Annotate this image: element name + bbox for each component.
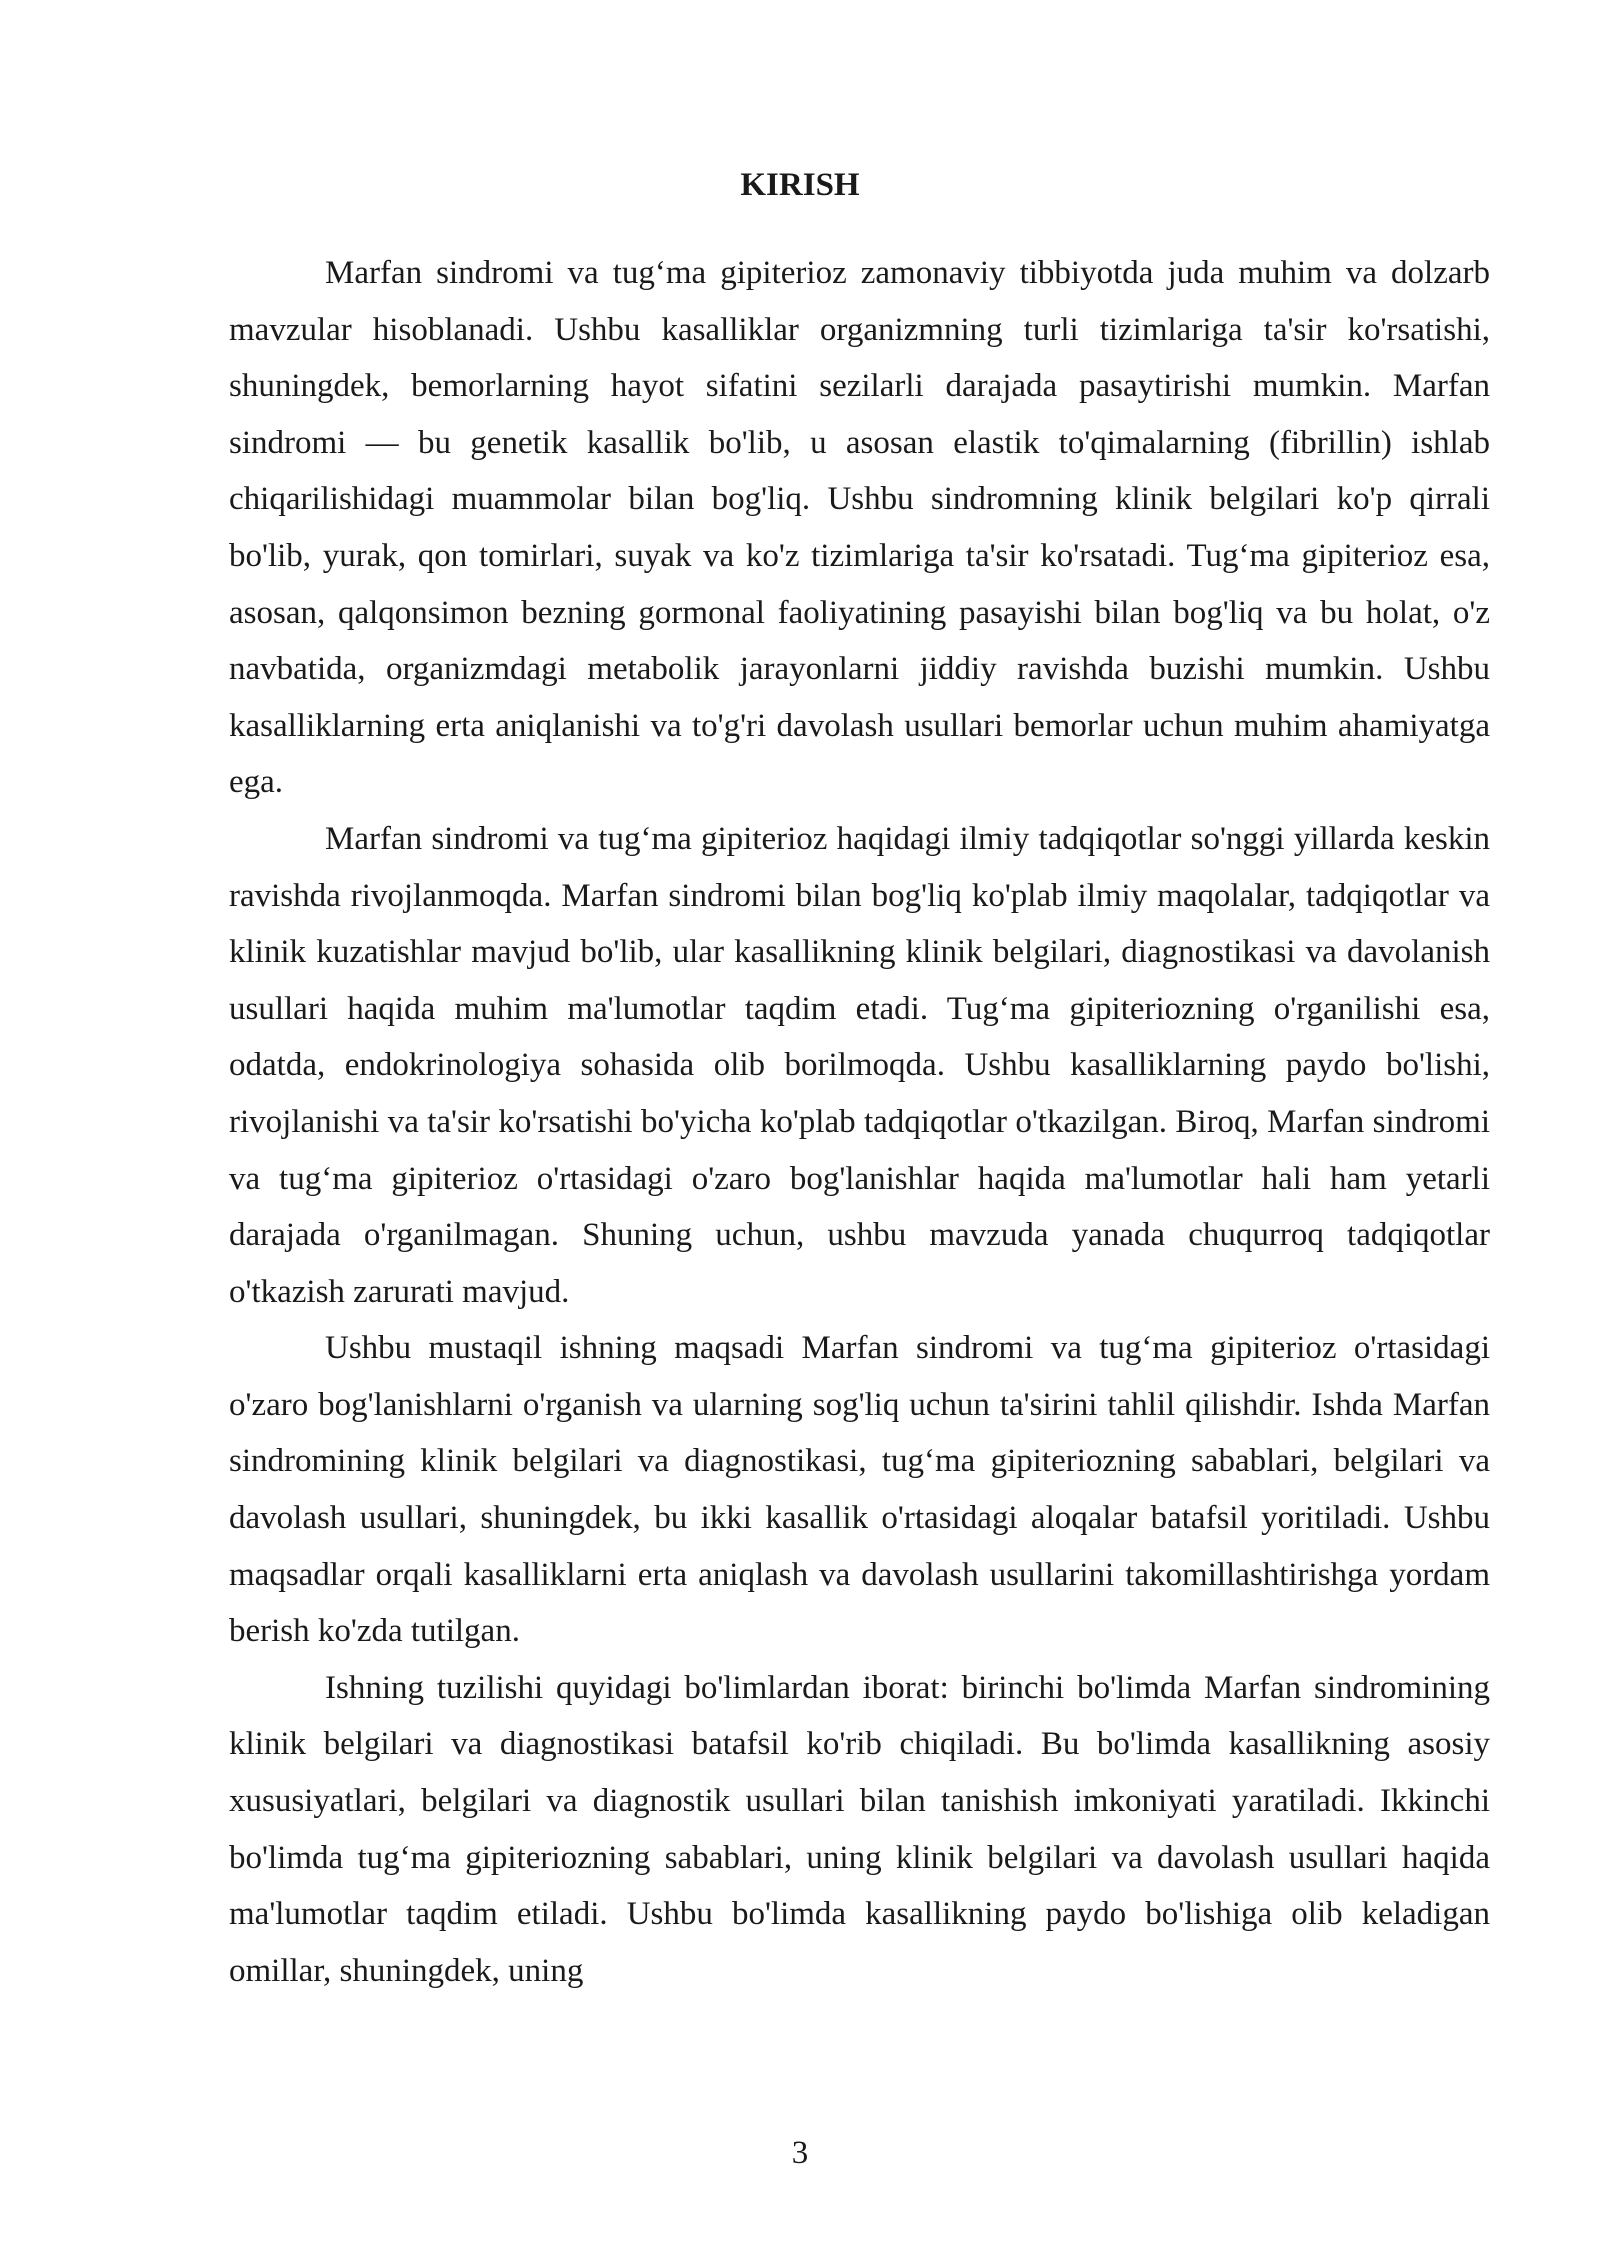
paragraph-3: Ushbu mustaqil ishning maqsadi Marfan sindromi va tug‘ma gipiterioz o'rtasidagi o'zaro bog'lanishlarni o'rganish va ularning sog'liq uchun ta'sirini tahlil qilishdir. Ishda Marfan sindromining klinik belgilari va diagnostikasi, tug‘ma gipiteriozning sabablari, belgilari va davolash usullari, shuningdek, bu ikki kasallik o'rtasidagi aloqalar batafsil yoritiladi. Ushbu maqsadlar orqali kasalliklarni erta aniqlash va davolash usullarini takomillashtirishga yordam berish ko'zda tutilgan.	[229, 1330, 1490, 1650]
paragraph-2: Marfan sindromi va tug‘ma gipiterioz haqidagi ilmiy tadqiqotlar so'nggi yillarda keskin ravishda rivojlanmoqda. Marfan sindromi bilan bog'liq ko'plab ilmiy maqolalar, tadqiqotlar va klinik kuzatishlar mavjud bo'lib, ular kasallikning klinik belgilari, diagnostikasi va davolanish usullari haqida muhim ma'lumotlar taqdim etadi. Tug‘ma gipiteriozning o'rganilishi esa, odatda, endokrinologiya sohasida olib borilmoqda. Ushbu kasalliklarning paydo bo'lishi, rivojlanishi va ta'sir ko'rsatishi bo'yicha ko'plab tadqiqotlar o'tkazilgan. Biroq, Marfan sindromi va tug‘ma gipiterioz o'rtasidagi o'zaro bog'lanishlar haqida ma'lumotlar hali ham yetarli darajada o'rganilmagan. Shuning uchun, ushbu mavzuda yanada chuqurroq tadqiqotlar o'tkazish zarurati mavjud.	[229, 820, 1490, 1310]
section-heading: KIRISH	[740, 167, 860, 203]
page-number: 3	[791, 2135, 809, 2171]
paragraph-4: Ishning tuzilishi quyidagi bo'limlardan iborat: birinchi bo'limda Marfan sindromining klinik belgilari va diagnostikasi batafsil ko'rib chiqiladi. Bu bo'limda kasallikning asosiy xususiyatlari, belgilari va diagnostik usullari bilan tanishish imkoniyati yaratiladi. Ikkinchi bo'limda tug‘ma gipiteriozning sabablari, uning klinik belgilari va davolash usullari haqida ma'lumotlar taqdim etiladi. Ushbu bo'limda kasallikning paydo bo'lishiga olib keladigan omillar, shuningdek, uning	[229, 1669, 1490, 1989]
body-text	[229, 245, 1490, 1999]
paragraph-1: Marfan sindromi va tug‘ma gipiterioz zamonaviy tibbiyotda juda muhim va dolzarb mavzular hisoblanadi. Ushbu kasalliklar organizmning turli tizimlariga ta'sir ko'rsatishi, shuningdek, bemorlarning hayot sifatini sezilarli darajada pasaytirishi mumkin. Marfan sindromi — bu genetik kasallik bo'lib, u asosan elastik to'qimalarning (fibrillin) ishlab chiqarilishidagi muammolar bilan bog'liq. Ushbu sindromning klinik belgilari ko'p qirrali bo'lib, yurak, qon tomirlari, suyak va ko'z tizimlariga ta'sir ko'rsatadi. Tug‘ma gipiterioz esa, asosan, qalqonsimon bezning gormonal faoliyatining pasayishi bilan bog'liq va bu holat, o'z navbatida, organizmdagi metabolik jarayonlarni jiddiy ravishda buzishi mumkin. Ushbu kasalliklarning erta aniqlanishi va to'g'ri davolash usullari bemorlar uchun muhim ahamiyatga ega.	[229, 255, 1490, 801]
